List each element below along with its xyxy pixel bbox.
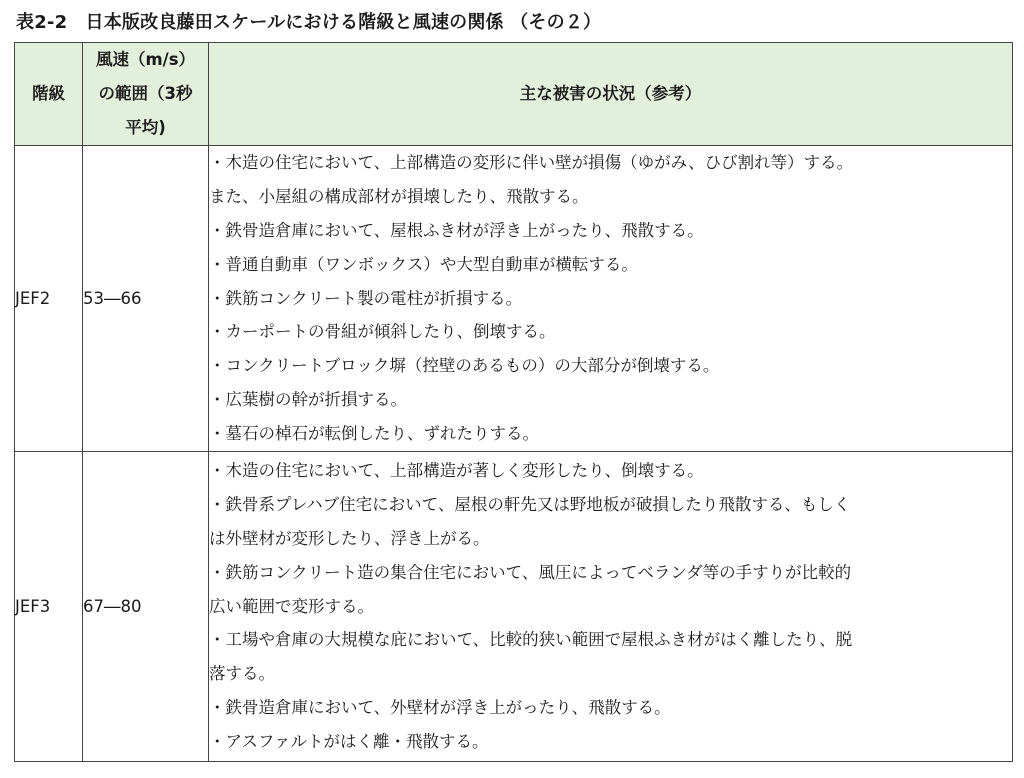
table-row-jef2 [15, 146, 1013, 452]
damage-line: ・鉄骨造倉庫において、外壁材が浮き上がったり、飛散する。 [209, 697, 671, 717]
table-header [15, 43, 1013, 146]
damage-line: ・木造の住宅において、上部構造の変形に伴い壁が損傷（ゆがみ、ひび割れ等）する。 [209, 153, 854, 173]
header-wind-speed-line: 風速（m/s） [95, 50, 196, 69]
damage-line: 落する。 [209, 664, 275, 684]
damage-line: ・広葉樹の幹が折損する。 [209, 389, 407, 409]
damage-line: ・鉄筋コンクリート製の電柱が折損する。 [209, 288, 523, 308]
damage-line: ・アスファルトがはく離・飛散する。 [209, 731, 489, 751]
damage-line: 広い範囲で変形する。 [209, 596, 374, 616]
table-body [15, 146, 1013, 762]
header-row [15, 43, 1013, 146]
damage-line: ・木造の住宅において、上部構造が著しく変形したり、倒壊する。 [209, 461, 704, 481]
wind-speed-cell: 53―66 [83, 146, 209, 452]
header-wind-speed-line: の範囲（3秒 [98, 84, 193, 103]
header-wind-speed [83, 43, 209, 146]
damage-line: ・カーポートの骨組が傾斜したり、倒壊する。 [209, 322, 556, 342]
table-caption: 表2-2 日本版改良藤田スケールにおける階級と風速の関係 （その２） [16, 12, 602, 33]
damage-line: また、小屋組の構成部材が損壊したり、飛散する。 [209, 187, 589, 207]
table-row-jef3 [15, 452, 1013, 762]
damage-cell [209, 146, 1013, 452]
grade-cell: JEF2 [15, 146, 83, 452]
damage-line: ・コンクリートブロック塀（控壁のあるもの）の大部分が倒壊する。 [209, 356, 720, 376]
damage-line: ・工場や倉庫の大規模な庇において、比較的狭い範囲で屋根ふき材がはく離したり、脱 [209, 630, 853, 650]
damage-line: ・鉄骨造倉庫において、屋根ふき材が浮き上がったり、飛散する。 [209, 221, 704, 240]
damage-line: ・普通自動車（ワンボックス）や大型自動車が横転する。 [209, 254, 638, 274]
jef-scale-table [14, 42, 1013, 762]
wind-speed-cell: 67―80 [83, 452, 209, 762]
damage-cell [209, 452, 1013, 762]
damage-line: ・墓石の棹石が転倒したり、ずれたりする。 [209, 423, 539, 443]
damage-line: ・鉄骨系プレハブ住宅において、屋根の軒先又は野地板が破損したり飛散する、もしく [209, 495, 851, 515]
header-damage: 主な被害の状況（参考） [209, 43, 1013, 146]
damage-line: ・鉄筋コンクリート造の集合住宅において、風圧によってベランダ等の手すりが比較的 [209, 562, 852, 582]
header-wind-speed-line: 平均) [125, 118, 166, 137]
header-grade: 階級 [15, 43, 83, 146]
damage-line: は外壁材が変形したり、浮き上がる。 [209, 529, 490, 548]
grade-cell: JEF3 [15, 452, 83, 762]
